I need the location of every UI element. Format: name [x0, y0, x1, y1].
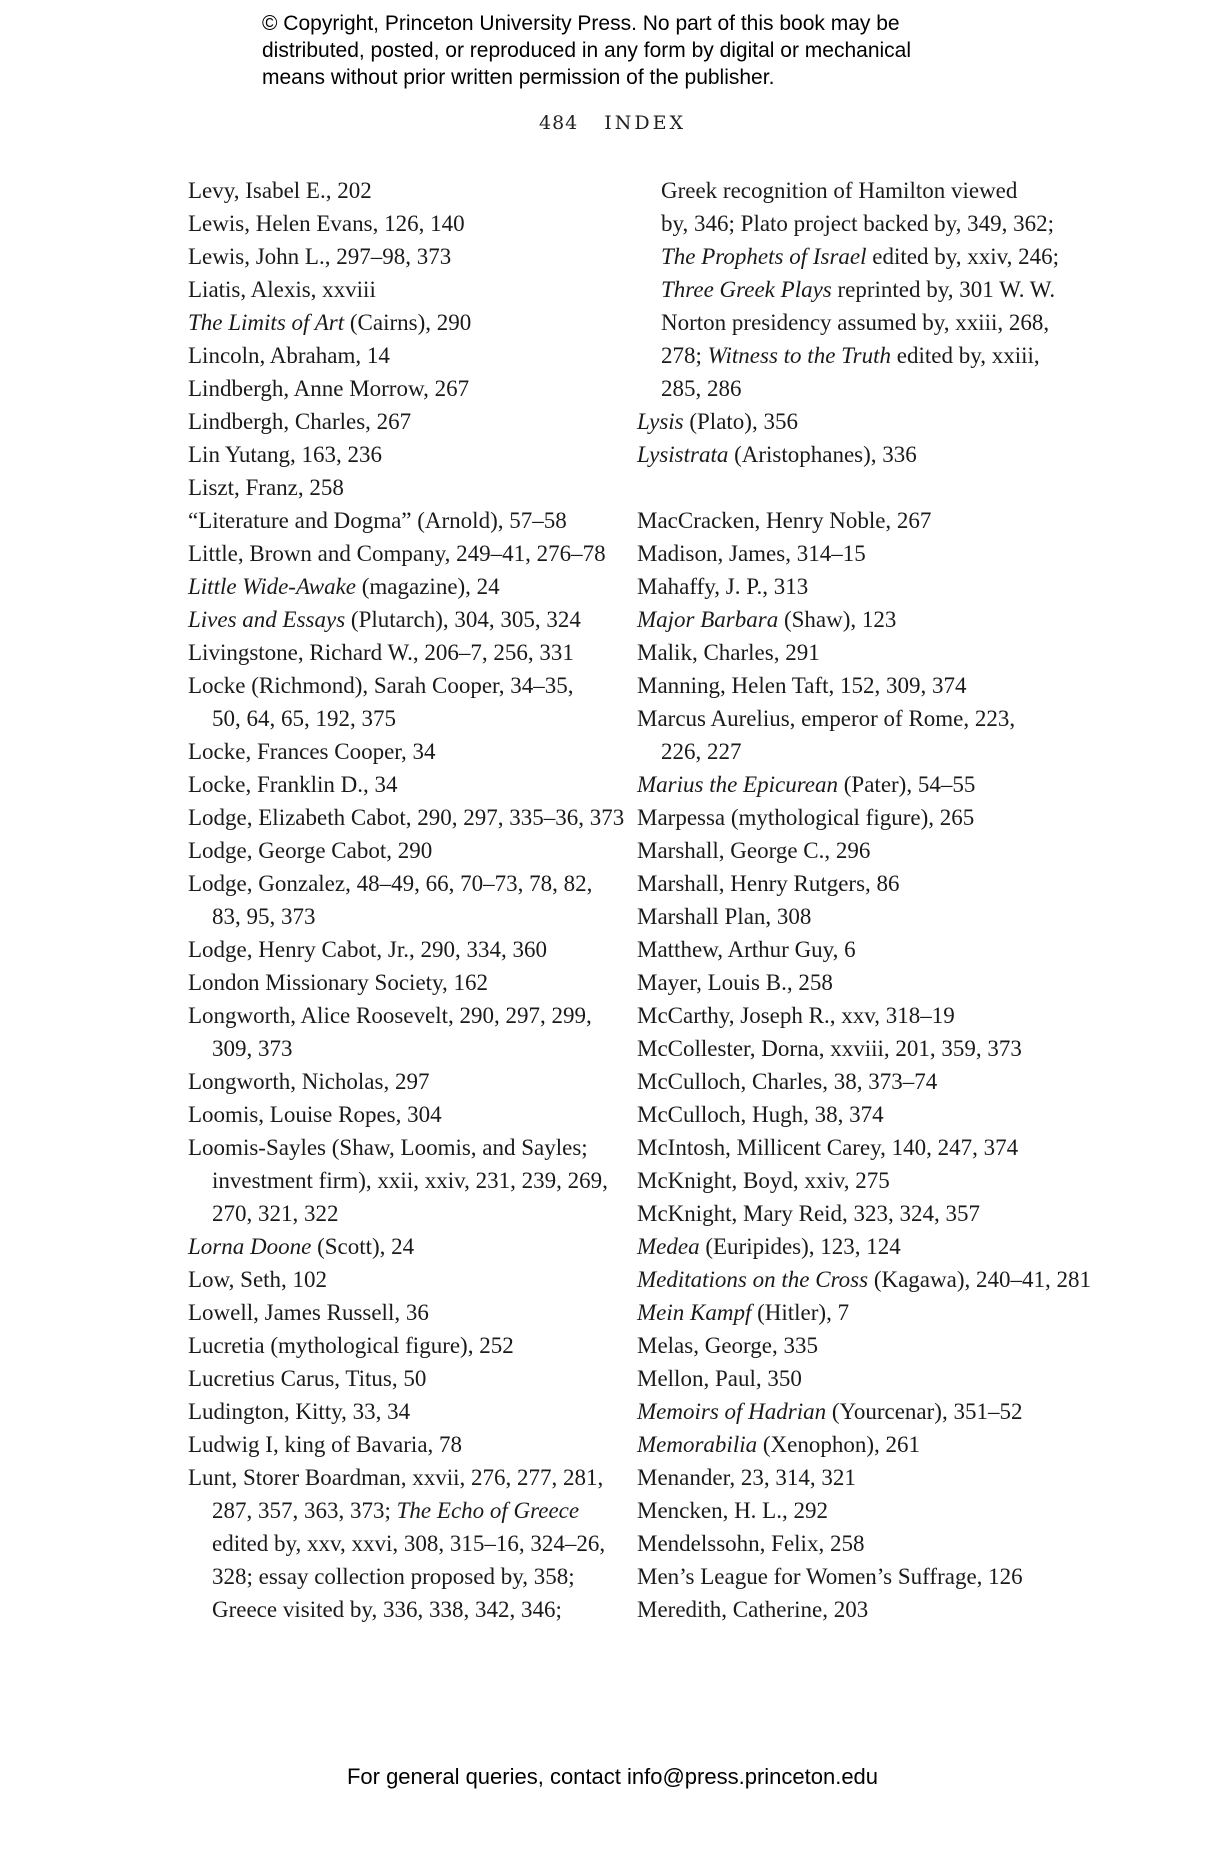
index-entry: Lin Yutang, 163, 236 — [188, 442, 382, 467]
index-entry-continuation: 328; essay collection proposed by, 358; — [212, 1564, 575, 1589]
index-entry: Lysistrata (Aristophanes), 336 — [637, 442, 917, 467]
index-entry: Lewis, Helen Evans, 126, 140 — [188, 211, 465, 236]
index-entry: Lodge, Henry Cabot, Jr., 290, 334, 360 — [188, 937, 548, 962]
index-entry: Lindbergh, Charles, 267 — [188, 409, 412, 434]
index-entry: Melas, George, 335 — [637, 1333, 818, 1358]
index-entry-continuation: investment firm), xxii, xxiv, 231, 239, 269, — [212, 1168, 608, 1193]
index-entry: Loomis, Louise Ropes, 304 — [188, 1102, 442, 1127]
index-entry: Little Wide-Awake (magazine), 24 — [188, 574, 500, 599]
index-entry: Mein Kampf (Hitler), 7 — [637, 1300, 850, 1325]
index-entry-continuation: 226, 227 — [661, 739, 742, 764]
index-entry-continuation: 50, 64, 65, 192, 375 — [212, 706, 396, 731]
index-entry: London Missionary Society, 162 — [188, 970, 489, 995]
copyright-line: © Copyright, Princeton University Press. No part of this book may be — [262, 12, 900, 35]
index-entry: Marshall, George C., 296 — [637, 838, 871, 863]
index-entry: Levy, Isabel E., 202 — [188, 178, 372, 203]
index-entry: Little, Brown and Company, 249–41, 276–78 — [188, 541, 606, 566]
section-title: INDEX — [604, 112, 687, 134]
index-entry: Marius the Epicurean (Pater), 54–55 — [637, 772, 976, 797]
index-entry: Low, Seth, 102 — [188, 1267, 328, 1292]
index-entry: Ludington, Kitty, 33, 34 — [188, 1399, 411, 1424]
index-entry-continuation: edited by, xxv, xxvi, 308, 315–16, 324–26, — [212, 1531, 606, 1556]
index-entry: “Literature and Dogma” (Arnold), 57–58 — [188, 508, 567, 533]
footer-contact: For general queries, contact info@press.princeton.edu — [346, 1764, 879, 1789]
index-entry-continuation: 285, 286 — [661, 376, 742, 401]
index-entry: Lincoln, Abraham, 14 — [188, 343, 390, 368]
index-entry: Longworth, Nicholas, 297 — [188, 1069, 430, 1094]
index-entry: Madison, James, 314–15 — [637, 541, 866, 566]
index-entry: Marshall, Henry Rutgers, 86 — [637, 871, 900, 896]
index-entry: Longworth, Alice Roosevelt, 290, 297, 299, — [188, 1003, 592, 1028]
index-entry: Locke, Frances Cooper, 34 — [188, 739, 436, 764]
index-entry: Mayer, Louis B., 258 — [637, 970, 833, 995]
index-entry: Matthew, Arthur Guy, 6 — [637, 937, 856, 962]
index-entry: Memorabilia (Xenophon), 261 — [637, 1432, 920, 1457]
index-entry: Marcus Aurelius, emperor of Rome, 223, — [637, 706, 1016, 731]
index-entry: Manning, Helen Taft, 152, 309, 374 — [637, 673, 967, 698]
index-entry: Lucretius Carus, Titus, 50 — [188, 1366, 427, 1391]
index-entry: Lowell, James Russell, 36 — [188, 1300, 429, 1325]
copyright-line: distributed, posted, or reproduced in any form by digital or mechanical — [262, 39, 912, 62]
index-entry: Major Barbara (Shaw), 123 — [637, 607, 897, 632]
index-entry-continuation: 270, 321, 322 — [212, 1201, 339, 1226]
index-column-right — [637, 174, 1091, 1626]
index-entry-continuation: 309, 373 — [212, 1036, 293, 1061]
index-entry: Meredith, Catherine, 203 — [637, 1597, 869, 1622]
index-entry-continuation: Three Greek Plays reprinted by, 301 W. W. — [661, 277, 1056, 302]
index-entry: McCulloch, Hugh, 38, 374 — [637, 1102, 884, 1127]
index-entry: Lucretia (mythological figure), 252 — [188, 1333, 514, 1358]
index-entry: Menander, 23, 314, 321 — [637, 1465, 856, 1490]
index-entry: Liszt, Franz, 258 — [188, 475, 344, 500]
index-entry: Mendelssohn, Felix, 258 — [637, 1531, 865, 1556]
index-entry: Ludwig I, king of Bavaria, 78 — [188, 1432, 463, 1457]
index-entry-continuation: 83, 95, 373 — [212, 904, 316, 929]
index-entry: Liatis, Alexis, xxviii — [188, 277, 376, 302]
index-entry: Marshall Plan, 308 — [637, 904, 812, 929]
index-entry: Loomis-Sayles (Shaw, Loomis, and Sayles; — [188, 1135, 588, 1160]
index-entry-continuation: by, 346; Plato project backed by, 349, 362; — [661, 211, 1055, 236]
index-entry: Lunt, Storer Boardman, xxvii, 276, 277, 281, — [188, 1465, 604, 1490]
index-entry-continuation: 287, 357, 363, 373; The Echo of Greece — [212, 1498, 580, 1523]
index-entry: The Limits of Art (Cairns), 290 — [188, 310, 472, 335]
index-entry-continuation: Norton presidency assumed by, xxiii, 268, — [661, 310, 1050, 335]
index-entry-continuation: Greek recognition of Hamilton viewed — [661, 178, 1018, 203]
running-head — [0, 112, 1225, 134]
index-entry-continuation: 278; Witness to the Truth edited by, xxiii, — [661, 343, 1040, 368]
index-entry-continuation: The Prophets of Israel edited by, xxiv, 246; — [661, 244, 1059, 269]
index-entry: Lodge, Elizabeth Cabot, 290, 297, 335–36, 373 — [188, 805, 625, 830]
section-gap — [637, 471, 1077, 504]
index-entry: Mencken, H. L., 292 — [637, 1498, 828, 1523]
copyright-line: means without prior written permission of the publisher. — [262, 66, 775, 89]
index-entry: Livingstone, Richard W., 206–7, 256, 331 — [188, 640, 574, 665]
index-entry: Lodge, Gonzalez, 48–49, 66, 70–73, 78, 82, — [188, 871, 593, 896]
index-entry: Lives and Essays (Plutarch), 304, 305, 324 — [188, 607, 581, 632]
index-column-left — [188, 174, 625, 1626]
index-entry: Locke, Franklin D., 34 — [188, 772, 398, 797]
index-entry: Memoirs of Hadrian (Yourcenar), 351–52 — [637, 1399, 1023, 1424]
index-entry: Lindbergh, Anne Morrow, 267 — [188, 376, 470, 401]
index-entry: Marpessa (mythological figure), 265 — [637, 805, 975, 830]
index-entry: McIntosh, Millicent Carey, 140, 247, 374 — [637, 1135, 1019, 1160]
index-entry: Lewis, John L., 297–98, 373 — [188, 244, 452, 269]
index-entry: Meditations on the Cross (Kagawa), 240–41, 281 — [637, 1267, 1091, 1292]
index-entry: McKnight, Mary Reid, 323, 324, 357 — [637, 1201, 981, 1226]
index-entry: McKnight, Boyd, xxiv, 275 — [637, 1168, 890, 1193]
index-entry: McCulloch, Charles, 38, 373–74 — [637, 1069, 938, 1094]
page-number: 484 — [538, 112, 579, 134]
index-entry-continuation: Greece visited by, 336, 338, 342, 346; — [212, 1597, 562, 1622]
index-entry: Lysis (Plato), 356 — [637, 409, 798, 434]
index-entry: Men’s League for Women’s Suffrage, 126 — [637, 1564, 1023, 1589]
index-entry: Locke (Richmond), Sarah Cooper, 34–35, — [188, 673, 574, 698]
copyright-notice — [262, 10, 1062, 91]
index-entry: Mellon, Paul, 350 — [637, 1366, 802, 1391]
index-entry: Lodge, George Cabot, 290 — [188, 838, 433, 863]
index-entry: Mahaffy, J. P., 313 — [637, 574, 809, 599]
index-entry: MacCracken, Henry Noble, 267 — [637, 508, 932, 533]
index-entry: Malik, Charles, 291 — [637, 640, 820, 665]
index-entry: Medea (Euripides), 123, 124 — [637, 1234, 901, 1259]
index-entry: Lorna Doone (Scott), 24 — [188, 1234, 415, 1259]
index-entry: McCarthy, Joseph R., xxv, 318–19 — [637, 1003, 955, 1028]
index-entry: McCollester, Dorna, xxviii, 201, 359, 373 — [637, 1036, 1022, 1061]
